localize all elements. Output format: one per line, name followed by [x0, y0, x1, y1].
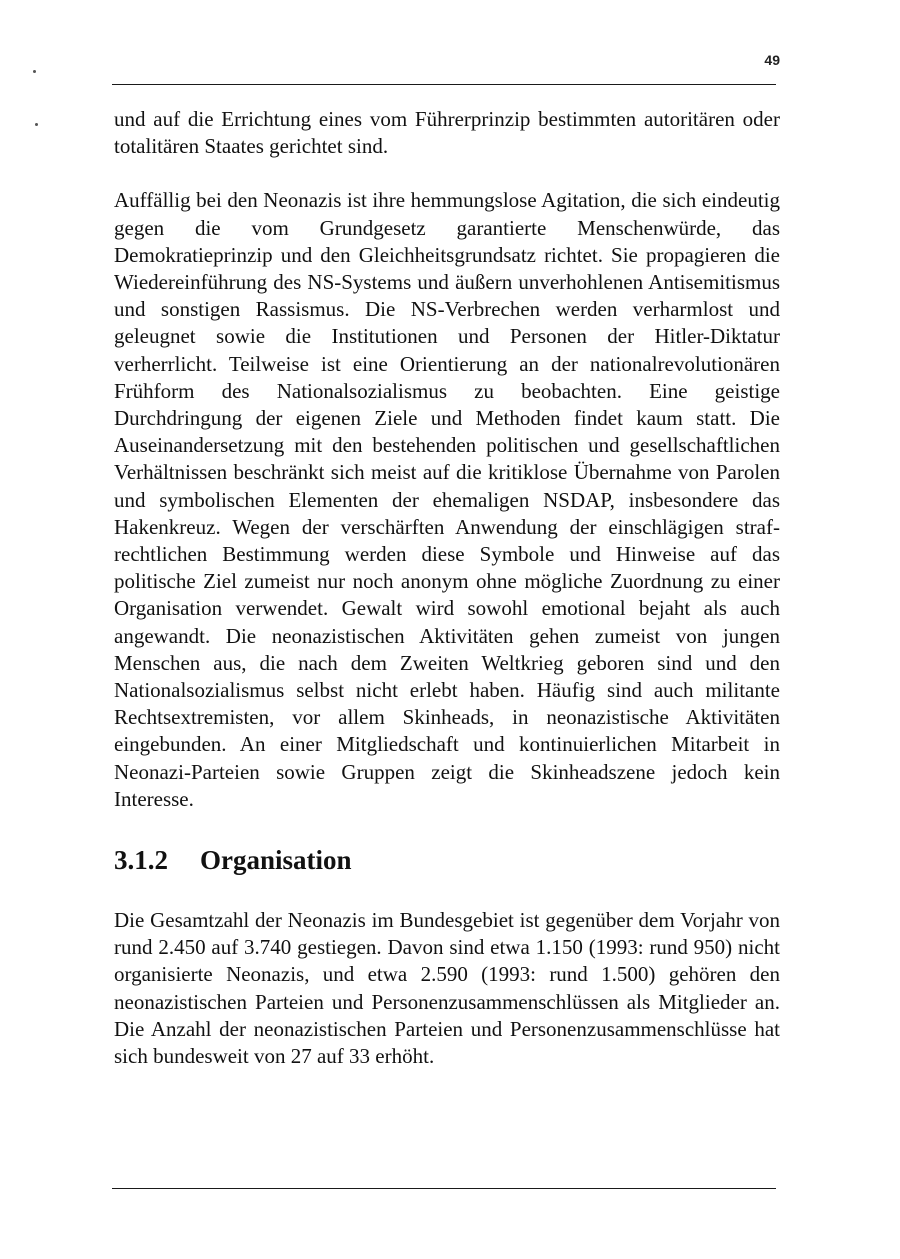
page-number: 49 — [764, 52, 780, 68]
paragraph-organisation: Die Gesamtzahl der Neonazis im Bundesgebiet ist gegenüber dem Vorjahr von rund 2.450 auf 3.740 gestiegen. Davon sind etwa 1.150 (1993: rund 950) nicht organisierte Neonazis, und etwa 2.590 (1993: rund 1.500) gehören den neonazistischen Parteien und Personenzusammenschlüssen als Mitglieder an. Die Anzahl der neonazistischen Parteien und Personenzusammenschlüsse hat sich bundesweit von 27 auf 33 erhöht. — [114, 908, 780, 1069]
footer-rule — [112, 1188, 776, 1189]
paragraph-continuation: und auf die Errichtung eines vom Führerprinzip bestimmten autoritären oder totalitären Staates gerichtet sind. — [114, 107, 780, 159]
paragraph-agitation: Auffällig bei den Neonazis ist ihre hemmungslose Agitation, die sich eindeutig gegen die vom Grundgesetz garantierte Menschenwürde, das Demokratieprinzip und den Gleichheitsgrundsatz richtet. Sie propagieren die Wiedereinführung des NS-Systems und äußern unverhohlenen Antisemitismus und sonstigen Rassismus. Die NS-Verbrechen werden verharmlost und geleugnet sowie die Institutionen und Personen der Hitler-Diktatur verherrlicht. Teilweise ist eine Orientierung an der nationalrevolutionären Frühform des Nationalsozialismus zu beobachten. Eine geistige Durchdringung der eigenen Ziele und Methoden findet kaum statt. Die Auseinandersetzung mit den bestehenden politischen und gesellschaftlichen Verhältnissen beschränkt sich meist auf die kritiklose Übernahme von Parolen und symbolischen Elementen der ehemaligen NSDAP, insbesondere das Hakenkreuz. Wegen der verschärften Anwendung der einschlägigen strafrechtlichen Bestimmung werden diese Symbole und Hinweise auf das politische Ziel zumeist nur noch anonym ohne mögliche Zuordnung zu einer Organisation verwendet. Gewalt wird sowohl emotional bejaht als auch angewandt. Die neonazistischen Aktivitäten gehen zumeist von jungen Menschen aus, die nach dem Zweiten Weltkrieg geboren sind und den Nationalsozialismus selbst nicht erlebt haben. Häufig sind auch militante Rechtsextremisten, vor allem Skinheads, in neonazistische Aktivitäten eingebunden. An einer Mitgliedschaft und kontinuierlichen Mitarbeit in Neonazi-Parteien sowie Gruppen zeigt die Skinheadszene jedoch kein Interesse. — [114, 188, 780, 811]
scan-speck — [35, 123, 38, 126]
scan-speck — [33, 70, 36, 73]
section-heading — [114, 843, 780, 877]
header-rule — [112, 84, 776, 85]
section-title: Organisation — [200, 845, 352, 876]
page-content — [114, 106, 780, 1070]
section-number: 3.1.2 — [114, 845, 168, 876]
